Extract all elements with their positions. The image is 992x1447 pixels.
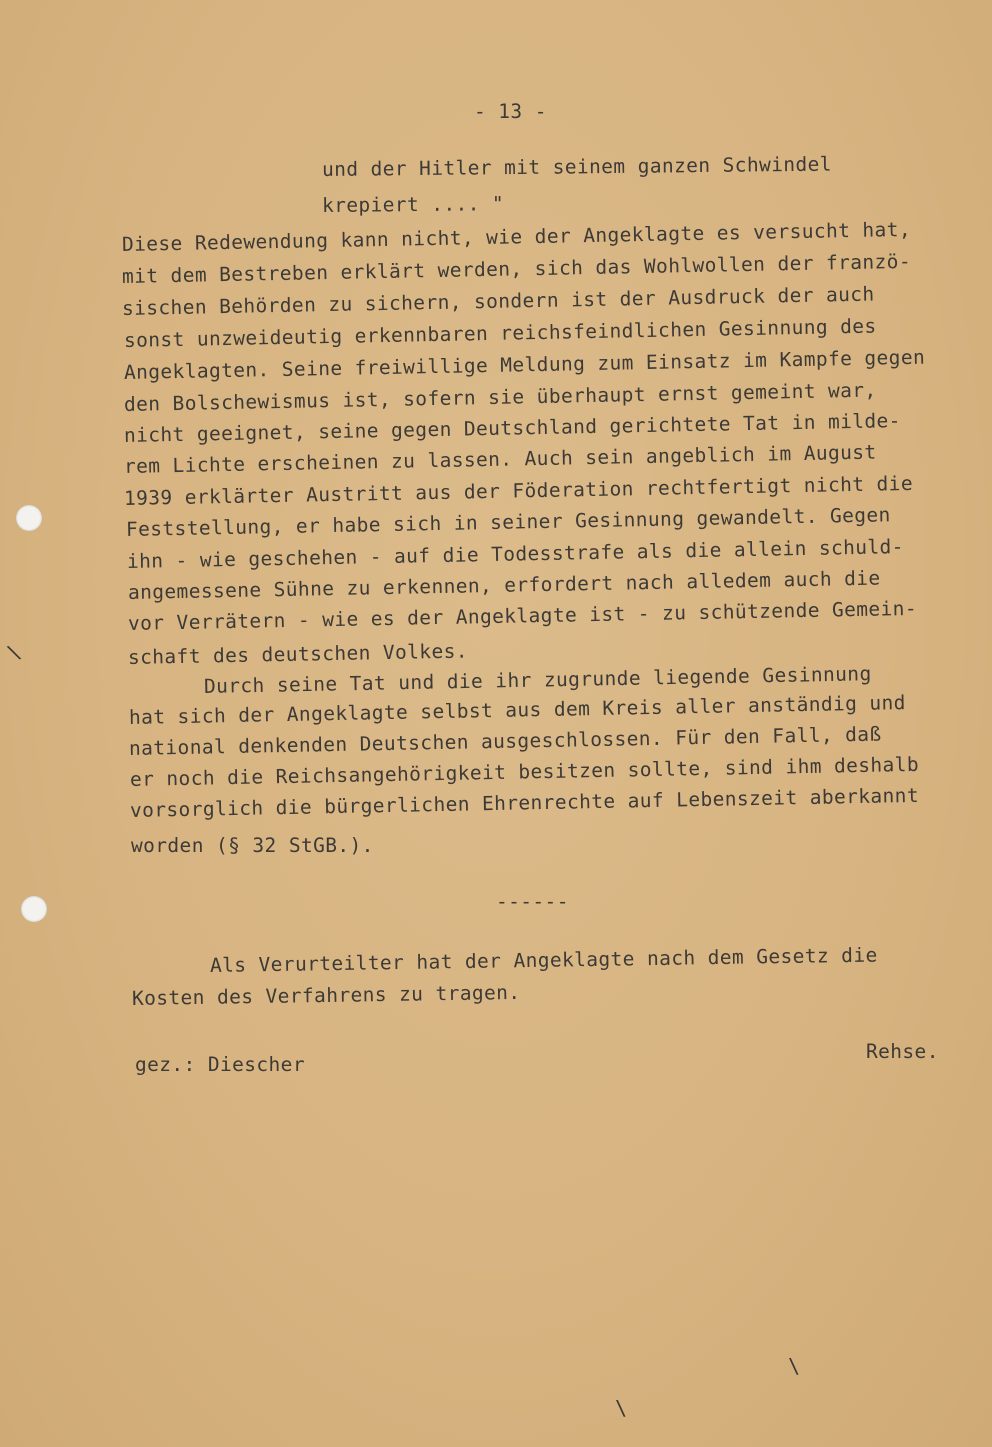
quote-line: und der Hitler mit seinem ganzen Schwindel xyxy=(321,152,832,181)
quote-line: krepiert .... " xyxy=(321,192,505,217)
body-line: Angeklagten. Seine freiwillige Meldung zum Einsatz im Kampfe gegen xyxy=(123,345,926,384)
body-line: nicht geeignet, seine gegen Deutschland gerichtete Tat in milde- xyxy=(123,409,902,447)
body-line: ihn - wie geschehen - auf die Todesstrafe als die allein schuld- xyxy=(126,535,905,573)
body-line: rem Lichte erscheinen zu lassen. Auch sein angeblich im August xyxy=(123,440,877,478)
pencil-mark: \ xyxy=(615,1396,628,1420)
body-line: den Bolschewismus ist, sofern sie überhaupt ernst gemeint war, xyxy=(123,378,877,416)
body-line: angemessene Sühne zu erkennen, erfordert nach alledem auch die xyxy=(127,566,881,604)
body-line: Kosten des Verfahrens zu tragen. xyxy=(131,980,521,1010)
body-line: vor Verrätern - wie es der Angeklagte ist - zu schützende Gemein- xyxy=(127,596,918,635)
signature-left: gez.: Diescher xyxy=(135,1053,305,1076)
body-line: national denkenden Deutschen ausgeschlossen. Für den Fall, daß xyxy=(128,722,882,760)
body-line: sonst unzweideutig erkennbaren reichsfeindlichen Gesinnung des xyxy=(123,314,877,352)
body-line: Durch seine Tat und die ihr zugrunde liegende Gesinnung xyxy=(203,662,872,698)
punch-hole-lower xyxy=(21,896,47,922)
body-line: worden (§ 32 StGB.). xyxy=(131,834,374,857)
body-line: Feststellung, er habe sich in seiner Gesinnung gewandelt. Gegen xyxy=(125,503,891,541)
body-line: 1939 erklärter Austritt aus der Föderation rechtfertigt nicht die xyxy=(123,471,914,510)
page-number: - 13 - xyxy=(474,100,547,123)
punch-hole-upper xyxy=(16,505,42,531)
body-line: sischen Behörden zu sichern, sondern ist der Ausdruck der auch xyxy=(121,282,875,320)
section-separator: ------ xyxy=(496,890,569,913)
pencil-mark: \ xyxy=(4,638,24,666)
signature-right: Rehse. xyxy=(866,1040,939,1063)
body-line: mit dem Bestreben erklärt werden, sich das Wohlwollen der franzö- xyxy=(121,249,912,288)
pencil-mark: \ xyxy=(788,1354,801,1378)
body-line: er noch die Reichsangehörigkeit besitzen sollte, sind ihm deshalb xyxy=(129,752,920,791)
body-line: vorsorglich die bürgerlichen Ehrenrechte auf Lebenszeit aberkannt xyxy=(129,783,920,822)
body-line: schaft des deutschen Volkes. xyxy=(127,639,469,669)
body-line: Diese Redewendung kann nicht, wie der Angeklagte es versucht hat, xyxy=(121,217,912,256)
body-line: Als Verurteilter hat der Angeklagte nach dem Gesetz die xyxy=(209,943,878,977)
body-line: hat sich der Angeklagte selbst aus dem Kreis aller anständig und xyxy=(128,691,907,729)
